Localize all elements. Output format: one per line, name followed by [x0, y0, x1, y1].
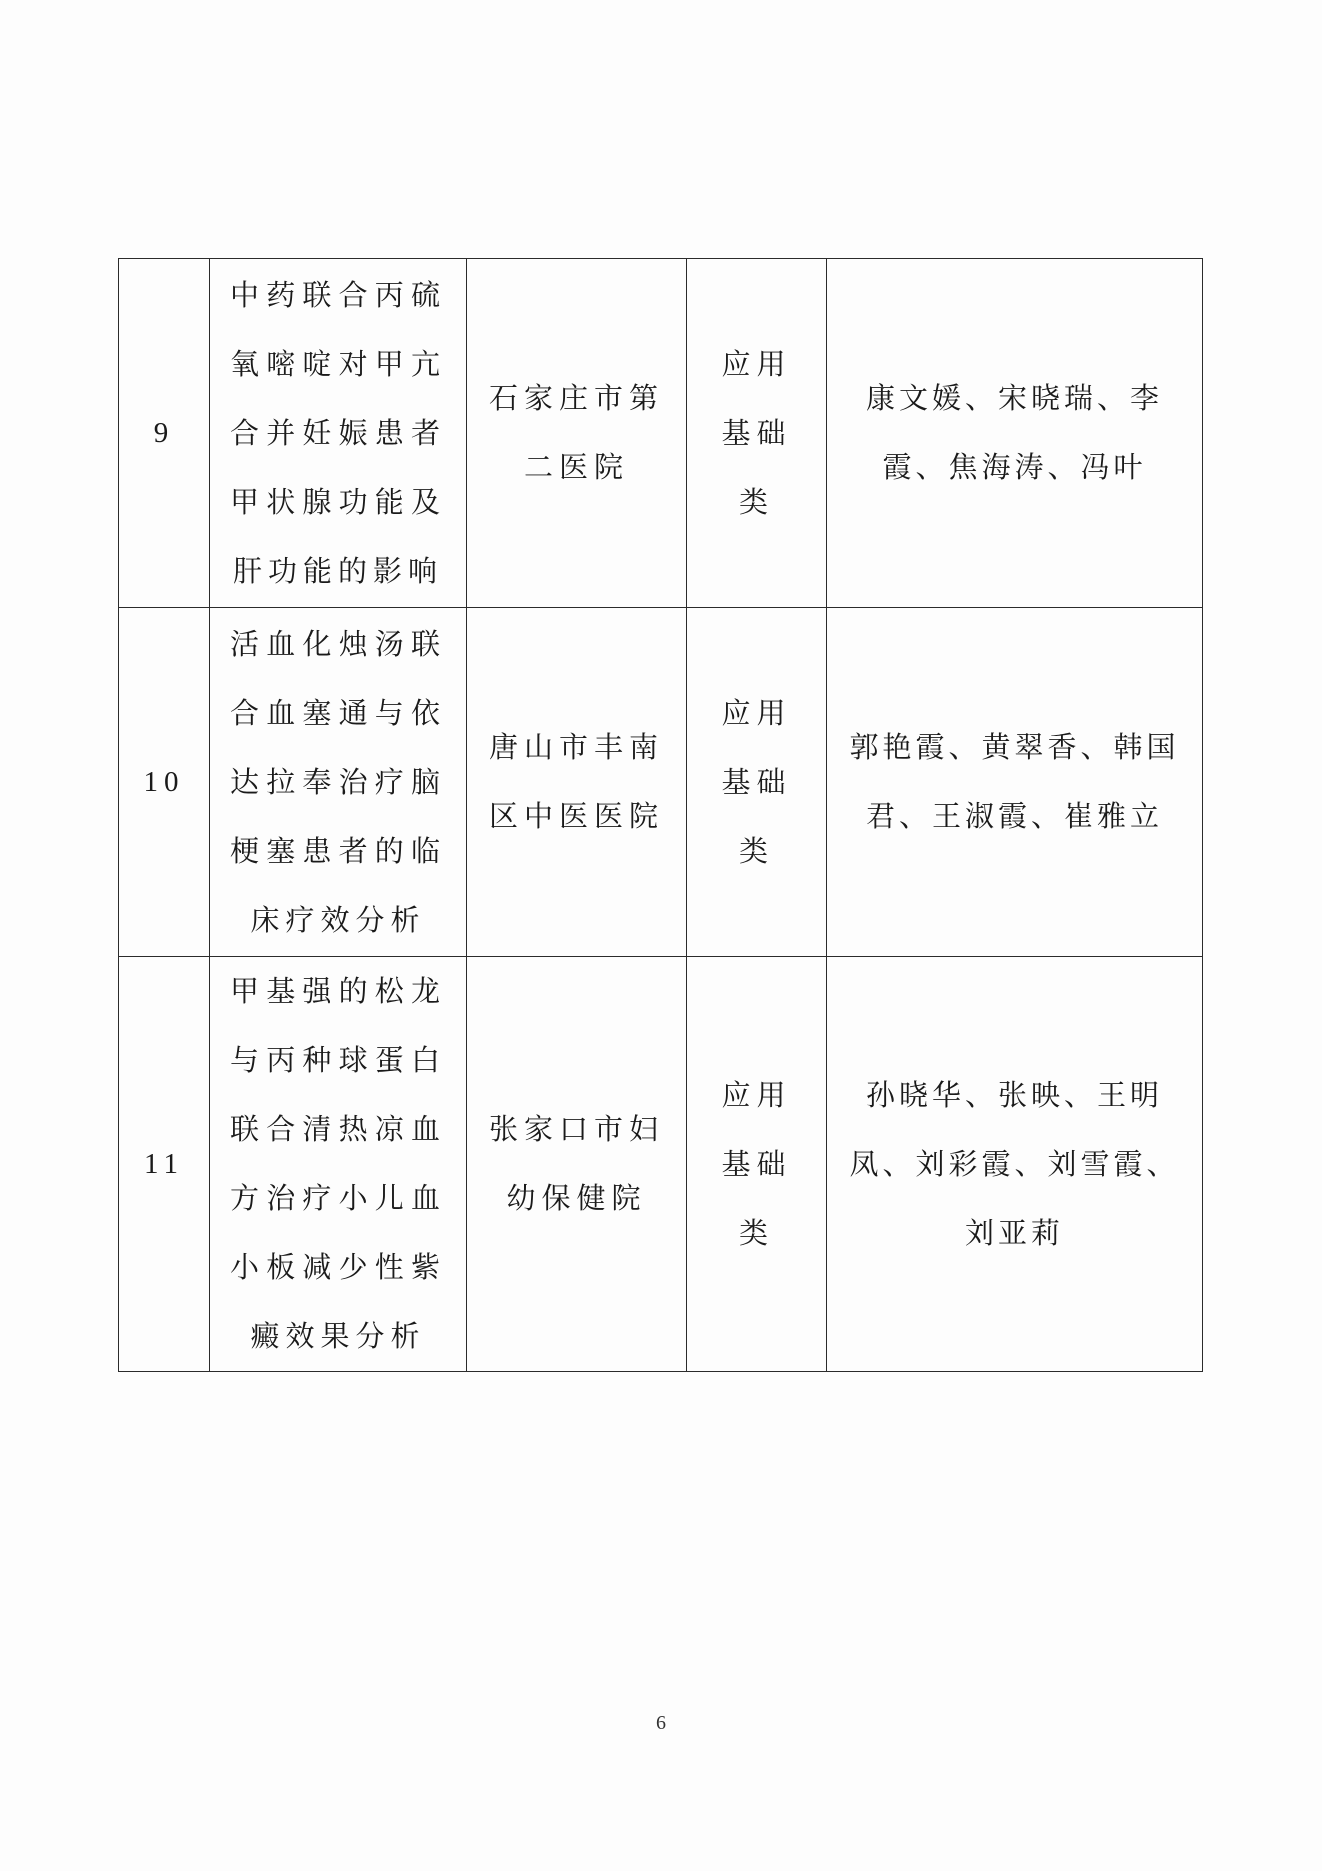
- project-category-text: 应用基础类: [721, 1077, 792, 1250]
- project-unit-text: 石家庄市第二医院: [488, 381, 664, 484]
- project-unit: [467, 957, 687, 1372]
- project-unit: [467, 608, 687, 957]
- project-number-text: 9: [153, 416, 175, 449]
- project-number: [119, 957, 210, 1372]
- project-members: [827, 608, 1203, 957]
- project-category-text: 应用基础类: [721, 695, 792, 868]
- project-number-text: 11: [144, 1147, 184, 1180]
- project-title: [210, 608, 467, 957]
- project-number: [119, 259, 210, 608]
- table-row: [119, 957, 1203, 1372]
- project-unit: [467, 259, 687, 608]
- project-category: [687, 608, 827, 957]
- table-row: [119, 608, 1203, 957]
- project-unit-text: 张家口市妇幼保健院: [488, 1112, 664, 1215]
- page-number: 6: [656, 1712, 666, 1734]
- project-title-text: 中药联合丙硫氧嘧啶对甲亢合并妊娠患者甲状腺功能及肝功能的影响: [230, 277, 446, 588]
- project-number-text: 10: [143, 765, 185, 798]
- project-members-text: 康文媛、宋晓瑞、李霞、焦海涛、冯叶: [865, 381, 1163, 484]
- project-title-text: 甲基强的松龙与丙种球蛋白联合清热凉血方治疗小儿血小板减少性紫癜效果分析: [230, 974, 446, 1353]
- project-title-text: 活血化烛汤联合血塞通与依达拉奉治疗脑梗塞患者的临床疗效分析: [230, 626, 446, 937]
- project-category: [687, 957, 827, 1372]
- project-members: [827, 957, 1203, 1372]
- project-unit-text: 唐山市丰南区中医医院: [488, 730, 664, 833]
- project-category: [687, 259, 827, 608]
- table-row: [119, 259, 1203, 608]
- project-table: [118, 258, 1203, 1372]
- project-members-text: 孙晓华、张映、王明凤、刘彩霞、刘雪霞、刘亚莉: [849, 1077, 1180, 1250]
- project-number: [119, 608, 210, 957]
- project-members-text: 郭艳霞、黄翠香、韩国君、王淑霞、崔雅立: [849, 730, 1180, 833]
- project-members: [827, 259, 1203, 608]
- project-category-text: 应用基础类: [721, 346, 792, 519]
- project-title: [210, 957, 467, 1372]
- project-title: [210, 259, 467, 608]
